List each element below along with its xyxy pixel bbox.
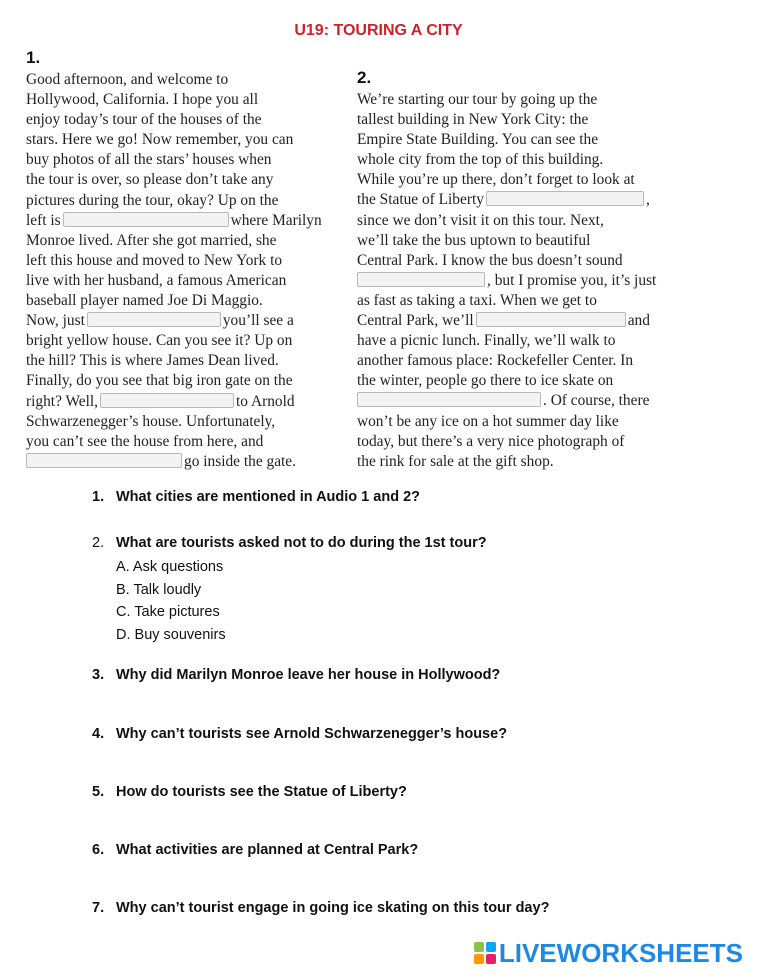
question-4	[92, 726, 507, 742]
question-number: 1.	[92, 489, 105, 505]
passage-line: won’t be any ice on a hot summer day like	[357, 412, 619, 430]
passage-line: today, but there’s a very nice photograph of	[357, 432, 625, 450]
line-text-after: you’ll see a	[222, 312, 294, 330]
passage-line: stars. Here we go! Now remember, you can	[26, 131, 294, 149]
question-text: What cities are mentioned in Audio 1 and 2?	[116, 489, 421, 505]
fill-in-blank-input[interactable]	[476, 312, 626, 327]
passage-line: enjoy today’s tour of the houses of the	[26, 111, 262, 129]
line-text-after: , but I promise you, it’s just	[487, 271, 657, 289]
question-6	[92, 842, 418, 858]
passage-line: Schwarzenegger’s house. Unfortunately,	[26, 412, 276, 430]
passage-line: the winter, people go there to ice skate on	[357, 372, 614, 390]
line-text-after: where Marilyn	[230, 211, 322, 229]
fill-in-blank-input[interactable]	[486, 191, 644, 206]
passage-line: Hollywood, California. I hope you all	[26, 91, 259, 109]
passage-line: as fast as taking a taxi. When we get to	[357, 291, 597, 309]
logo-square	[486, 954, 496, 964]
passage-line: the hill? This is where James Dean lived.	[26, 352, 279, 370]
question-number: 2.	[92, 535, 105, 551]
fill-in-blank-input[interactable]	[26, 453, 182, 468]
passage-line	[357, 311, 656, 331]
passage-line: have a picnic lunch. Finally, we’ll walk to	[357, 332, 616, 350]
passage-line: another famous place: Rockefeller Center. In	[357, 352, 634, 370]
passage-line: While you’re up there, don’t forget to look at	[357, 171, 635, 189]
passage-line: pictures during the tour, okay? Up on the	[26, 191, 279, 209]
fill-in-blank-input[interactable]	[357, 392, 541, 407]
passage-line	[357, 391, 656, 411]
question-number: 3.	[92, 667, 105, 683]
passage-line: Empire State Building. You can see the	[357, 131, 599, 149]
line-text-before: right? Well,	[26, 392, 98, 410]
passage-1	[26, 70, 322, 472]
passage-1-number: 1.	[26, 48, 41, 67]
question-text: What activities are planned at Central Park?	[116, 842, 419, 858]
logo-square	[486, 942, 496, 952]
line-text-before: the Statue of Liberty	[357, 191, 484, 209]
passage-line: whole city from the top of this building.	[357, 151, 604, 169]
line-text-after: and	[627, 312, 650, 330]
fill-in-blank-input[interactable]	[87, 312, 221, 327]
question-text: What are tourists asked not to do during the 1st tour?	[116, 535, 487, 551]
passage-line: live with her husband, a famous American	[26, 271, 287, 289]
passage-line: bright yellow house. Can you see it? Up on	[26, 332, 293, 350]
passage-line: We’re starting our tour by going up the	[357, 91, 598, 108]
passage-line: you can’t see the house from here, and	[26, 432, 264, 450]
passage-line: baseball player named Joe Di Maggio.	[26, 292, 263, 310]
question-number: 6.	[92, 842, 105, 858]
passage-line: buy photos of all the stars’ houses when	[26, 151, 272, 169]
liveworksheets-logo	[474, 938, 743, 968]
line-text-before: left is	[26, 211, 61, 229]
fill-in-blank-input[interactable]	[357, 272, 485, 287]
passage-line: Monroe lived. After she got married, she	[26, 231, 277, 249]
answer-option[interactable]: C. Take pictures	[116, 604, 220, 620]
question-5	[92, 784, 407, 800]
passage-line	[26, 311, 322, 331]
logo-text: LIVEWORKSHEETS	[498, 937, 743, 968]
question-3	[92, 667, 500, 683]
passage-line	[357, 271, 656, 291]
answer-option[interactable]: D. Buy souvenirs	[116, 626, 226, 643]
page-title: U19: TOURING A CITY	[294, 22, 463, 39]
fill-in-blank-input[interactable]	[100, 393, 234, 408]
question-1	[92, 489, 420, 505]
line-text-before: Now, just	[26, 312, 85, 330]
passage-line	[26, 392, 322, 412]
passage-line	[26, 452, 322, 472]
passage-line: Good afternoon, and welcome to	[26, 71, 229, 88]
answer-option[interactable]: A. Ask questions	[116, 559, 224, 575]
logo-icon	[474, 942, 496, 964]
question-7	[92, 900, 549, 916]
answer-option[interactable]: B. Talk loudly	[116, 581, 202, 598]
passage-line: left this house and moved to New York to	[26, 251, 283, 269]
passage-line	[26, 211, 322, 231]
logo-square	[474, 942, 484, 952]
passage-line: the tour is over, so please don’t take any	[26, 171, 274, 189]
question-text: Why can’t tourists see Arnold Schwarzenegger’s house?	[116, 726, 508, 742]
logo-square	[474, 954, 484, 964]
passage-2-number: 2.	[357, 68, 372, 87]
line-text-after: . Of course, there	[543, 392, 650, 410]
line-text-before: Central Park, we’ll	[357, 312, 474, 330]
line-text-after: ,	[645, 191, 650, 209]
passage-line: the rink for sale at the gift shop.	[357, 452, 554, 470]
passage-line: tallest building in New York City: the	[357, 111, 589, 129]
question-2	[92, 535, 487, 551]
passage-line	[357, 190, 656, 210]
question-number: 4.	[92, 726, 105, 742]
passage-line: since we don’t visit it on this tour. Next,	[357, 211, 604, 229]
line-text-after: to Arnold	[236, 392, 295, 410]
passage-line: we’ll take the bus uptown to beautiful	[357, 231, 591, 249]
question-text: How do tourists see the Statue of Liberty?	[116, 784, 407, 800]
fill-in-blank-input[interactable]	[63, 212, 229, 227]
question-text: Why can’t tourist engage in going ice skating on this tour day?	[116, 900, 550, 916]
passage-line: Central Park. I know the bus doesn’t sound	[357, 251, 623, 269]
question-number: 7.	[92, 900, 105, 916]
question-number: 5.	[92, 784, 105, 800]
passage-line: Finally, do you see that big iron gate on the	[26, 372, 293, 390]
passage-2	[357, 90, 656, 472]
question-text: Why did Marilyn Monroe leave her house in Hollywood?	[116, 667, 501, 683]
line-text-after: go inside the gate.	[184, 452, 296, 470]
